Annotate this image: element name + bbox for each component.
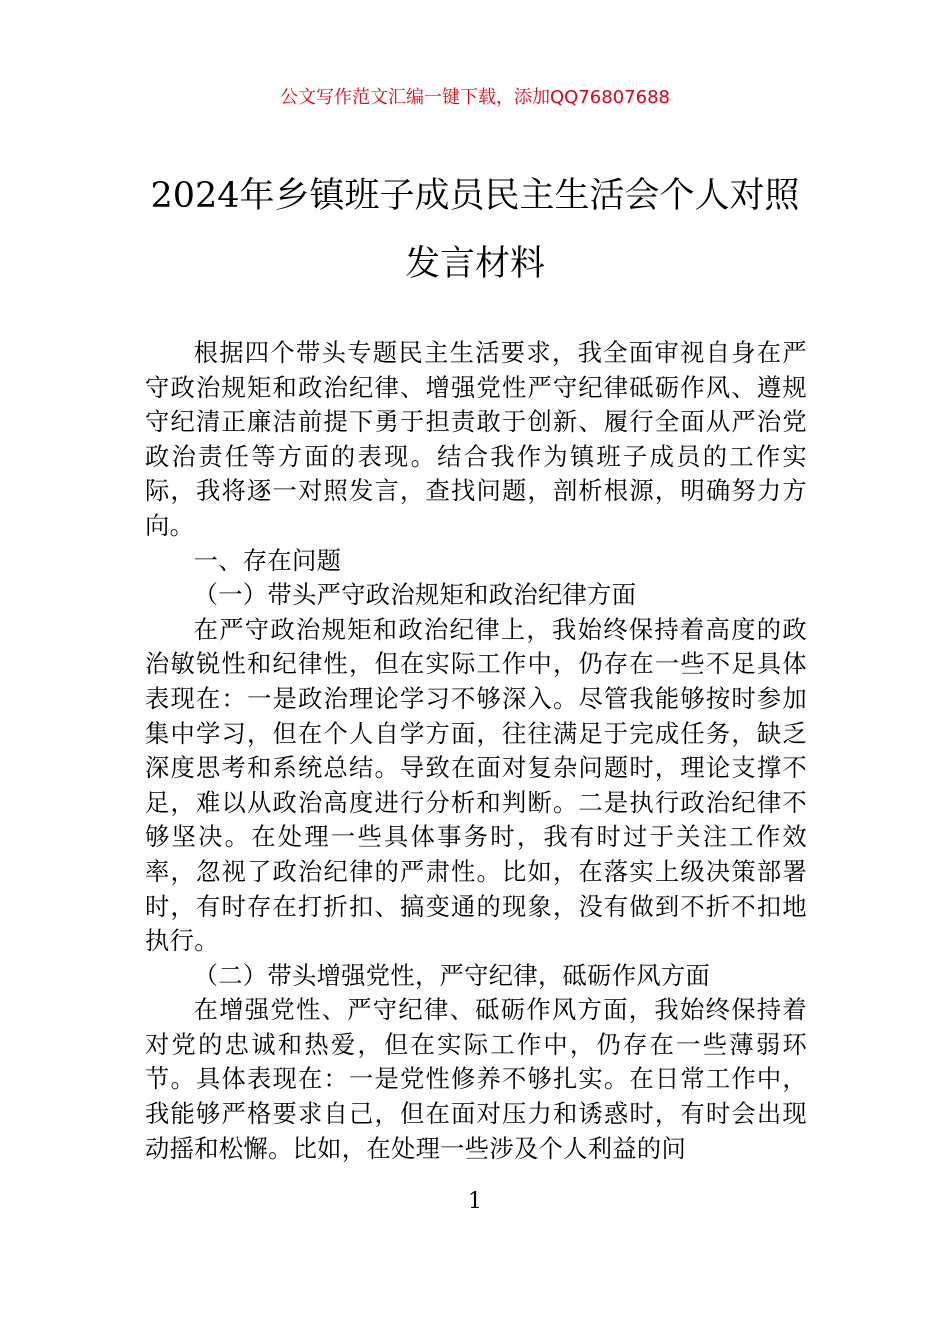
- subsection-heading-2: （二）带头增强党性，严守纪律，砥砺作风方面: [193, 960, 711, 990]
- subsection-heading-1: （一）带头严守政治规矩和政治纪律方面: [193, 580, 637, 610]
- intro-paragraph: 根据四个带头专题民主生活要求，我全面审视自身在严守政治规矩和政治纪律、增强党性严守纪律砥砺作风、遵规守纪清正廉洁前提下勇于担责敢于创新、履行全面从严治党政治责任等方面的表现。结合我作为镇班子成员的工作实际，我将逐一对照发言，查找问题，剖析根源，明确努力方向。: [145, 338, 807, 540]
- subsection-2-paragraph: 在增强党性、严守纪律、砥砺作风方面，我始终保持着对党的忠诚和热爱，但在实际工作中，仍存在一些薄弱环节。具体表现在：一是党性修养不够扎实。在日常工作中，我能够严格要求自己，但在面对压力和诱惑时，有时会出现动摇和松懈。比如，在处理一些涉及个人利益的问: [145, 995, 807, 1163]
- download-notice: 公文写作范文汇编一键下载，添加QQ76807688: [280, 87, 670, 108]
- document-body: [145, 336, 807, 1166]
- page-number: 1: [468, 1189, 482, 1214]
- document-title-line-2: 发言材料: [404, 244, 545, 284]
- section-heading-problems: 一、存在问题: [193, 545, 342, 575]
- document-title-line-1: 2024年乡镇班子成员民主生活会个人对照: [150, 176, 800, 216]
- subsection-1-paragraph: 在严守政治规矩和政治纪律上，我始终保持着高度的政治敏锐性和纪律性，但在实际工作中，仍存在一些不足具体表现在：一是政治理论学习不够深入。尽管我能够按时参加集中学习，但在个人自学方面，往往满足于完成任务，缺乏深度思考和系统总结。导致在面对复杂问题时，理论支撑不足，难以从政治高度进行分析和判断。二是执行政治纪律不够坚决。在处理一些具体事务时，我有时过于关注工作效率，忽视了政治纪律的严肃性。比如，在落实上级决策部署时，有时存在打折扣、搞变通的现象，没有做到不折不扣地执行。: [145, 614, 807, 956]
